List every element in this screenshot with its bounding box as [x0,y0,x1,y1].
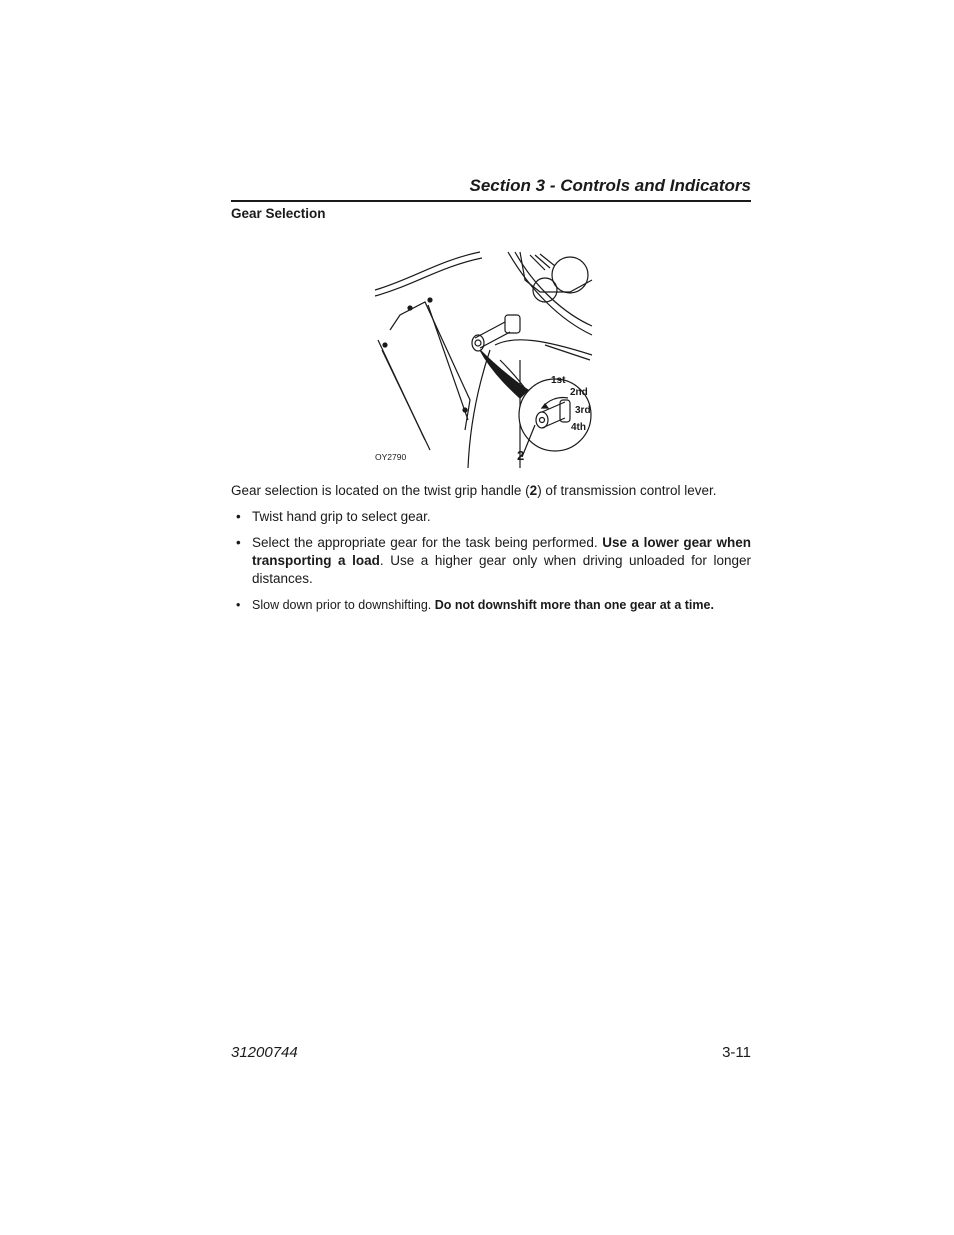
bullet-dot: • [236,598,241,612]
list-item: • Slow down prior to downshifting. Do not downshift more than one gear at a time. [236,598,714,612]
instruction-list [231,508,751,622]
transmission-lever-illustration [370,250,595,468]
gear-label-1st: 1st [551,375,566,386]
bullet-dot: • [236,535,241,550]
header-rule [231,200,751,202]
gear-label-2nd: 2nd [570,387,588,398]
intro-paragraph: Gear selection is located on the twist grip handle (2) of transmission control lever. [231,483,717,498]
gear-selection-figure [370,250,595,468]
section-title: Section 3 - Controls and Indicators [469,176,751,195]
list-item: • Twist hand grip to select gear. [236,509,431,524]
bullet-dot: • [236,509,241,524]
list-item: • Select the appropriate gear for the task being performed. Use a lower gear when transporting a load. Use a higher gear only when driving unloaded for longer distances. [236,535,751,586]
figure-callout: 2 [517,448,525,463]
page-heading: Gear Selection [231,206,326,221]
gear-label-3rd: 3rd [575,405,591,416]
document-number: 31200744 [231,1044,298,1061]
figure-code: OY2790 [375,452,407,462]
gear-label-4th: 4th [571,422,586,433]
page-number: 3-11 [722,1044,751,1061]
